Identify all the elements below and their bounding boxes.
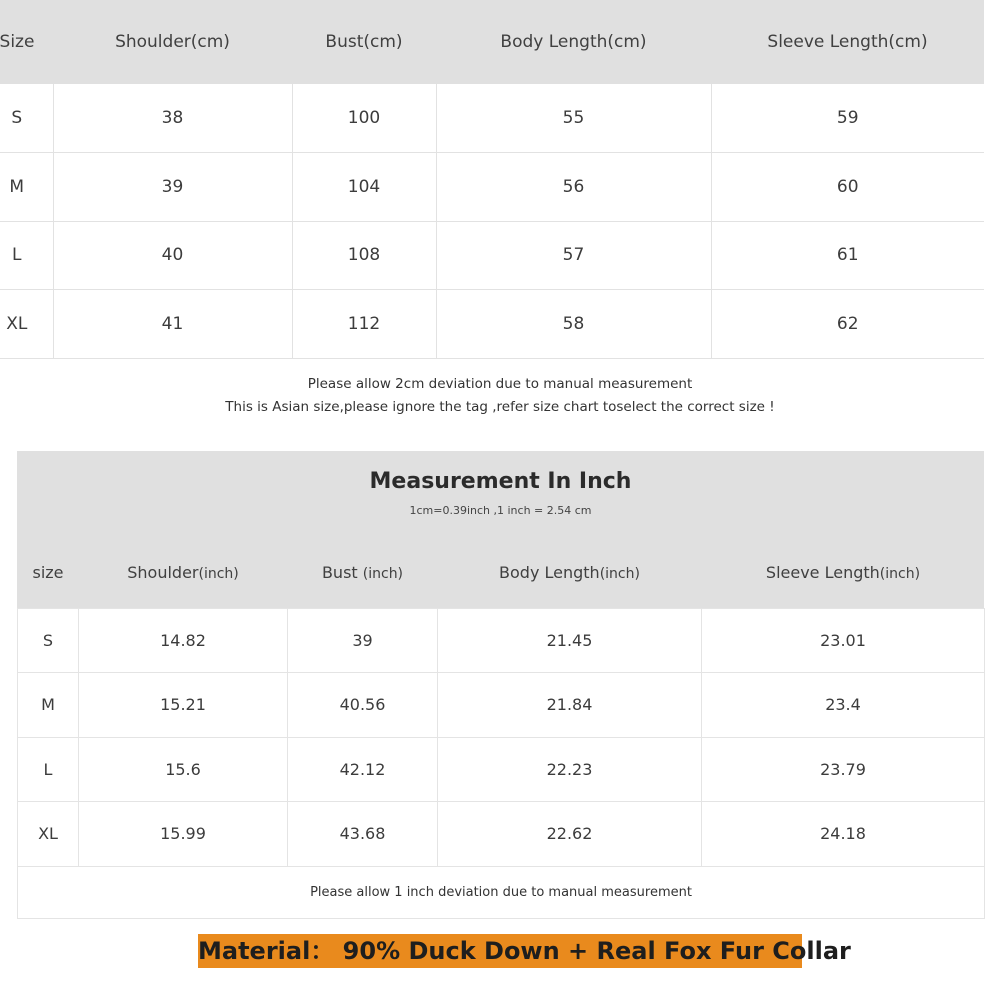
cm-cell: 56 [436,153,711,222]
cm-cell-size: S [0,84,53,153]
cm-cell: 55 [436,84,711,153]
cm-cell: 41 [53,290,292,359]
inch-cell: 15.21 [79,673,288,738]
inch-cell: 40.56 [288,673,438,738]
table-row [18,802,985,867]
cm-header-size: Size [0,32,35,52]
cm-header-body-length: Body Length(cm) [500,32,647,52]
cm-cell: 108 [292,221,436,290]
cm-cell: 38 [53,84,292,153]
cm-cell-size: XL [0,290,53,359]
inch-cell: 24.18 [702,802,985,867]
cm-cell: 57 [436,221,711,290]
cm-cell-size: M [0,153,53,222]
cm-cell: 61 [711,221,984,290]
inch-header-shoulder: Shoulder(inch) [127,562,239,582]
conversion-note: 1cm=0.39inch ,1 inch = 2.54 cm [409,504,592,517]
inch-cell-size: XL [18,802,79,867]
inch-header-body-length: Body Length(inch) [499,562,640,582]
cm-cell: 104 [292,153,436,222]
asian-size-note: This is Asian size,please ignore the tag ,refer size chart toselect the correct size ! [225,399,775,415]
table-row [0,290,984,359]
cm-header-row [0,0,984,84]
cm-cell: 100 [292,84,436,153]
cm-header-sleeve-length: Sleeve Length(cm) [767,32,928,52]
inch-cell: 15.6 [79,737,288,802]
inch-cell: 14.82 [79,608,288,673]
cm-cell: 59 [711,84,984,153]
cm-cell: 62 [711,290,984,359]
inch-header-bust: Bust (inch) [321,562,404,582]
cm-cell: 39 [53,153,292,222]
table-row [18,673,985,738]
inch-header-row [18,537,985,608]
inch-footer-row [18,866,985,918]
cm-cell: 58 [436,290,711,359]
inch-cell-size: M [18,673,79,738]
inch-cell: 15.99 [79,802,288,867]
inch-cell: 23.01 [702,608,985,673]
inch-size-table [17,537,985,919]
inch-deviation-note: Please allow 1 inch deviation due to manual measurement [18,866,985,918]
inch-cell-size: L [18,737,79,802]
inch-cell: 39 [288,608,438,673]
cm-header-shoulder: Shoulder(cm) [115,32,230,52]
inch-cell: 23.4 [702,673,985,738]
inch-header-size: size [32,562,64,582]
inch-cell-size: S [18,608,79,673]
table-row [0,153,984,222]
table-row [18,608,985,673]
cm-deviation-note: Please allow 2cm deviation due to manual measurement [307,376,693,392]
inch-header-sleeve-length: Sleeve Length(inch) [765,562,921,582]
inch-cell: 42.12 [288,737,438,802]
table-row [0,221,984,290]
material-banner: Material： 90% Duck Down + Real Fox Fur Collar [198,934,802,968]
cm-cell: 60 [711,153,984,222]
cm-cell: 40 [53,221,292,290]
cm-cell: 112 [292,290,436,359]
inch-cell: 21.45 [438,608,702,673]
table-row [0,84,984,153]
cm-cell-size: L [0,221,53,290]
cm-size-table [0,0,984,359]
inch-cell: 23.79 [702,737,985,802]
inch-cell: 21.84 [438,673,702,738]
inch-cell: 43.68 [288,802,438,867]
inch-table-title: Measurement In Inch [369,469,632,494]
inch-cell: 22.23 [438,737,702,802]
cm-header-bust: Bust(cm) [325,32,403,52]
inch-cell: 22.62 [438,802,702,867]
cm-size-table-section [0,0,984,360]
table-row [18,737,985,802]
